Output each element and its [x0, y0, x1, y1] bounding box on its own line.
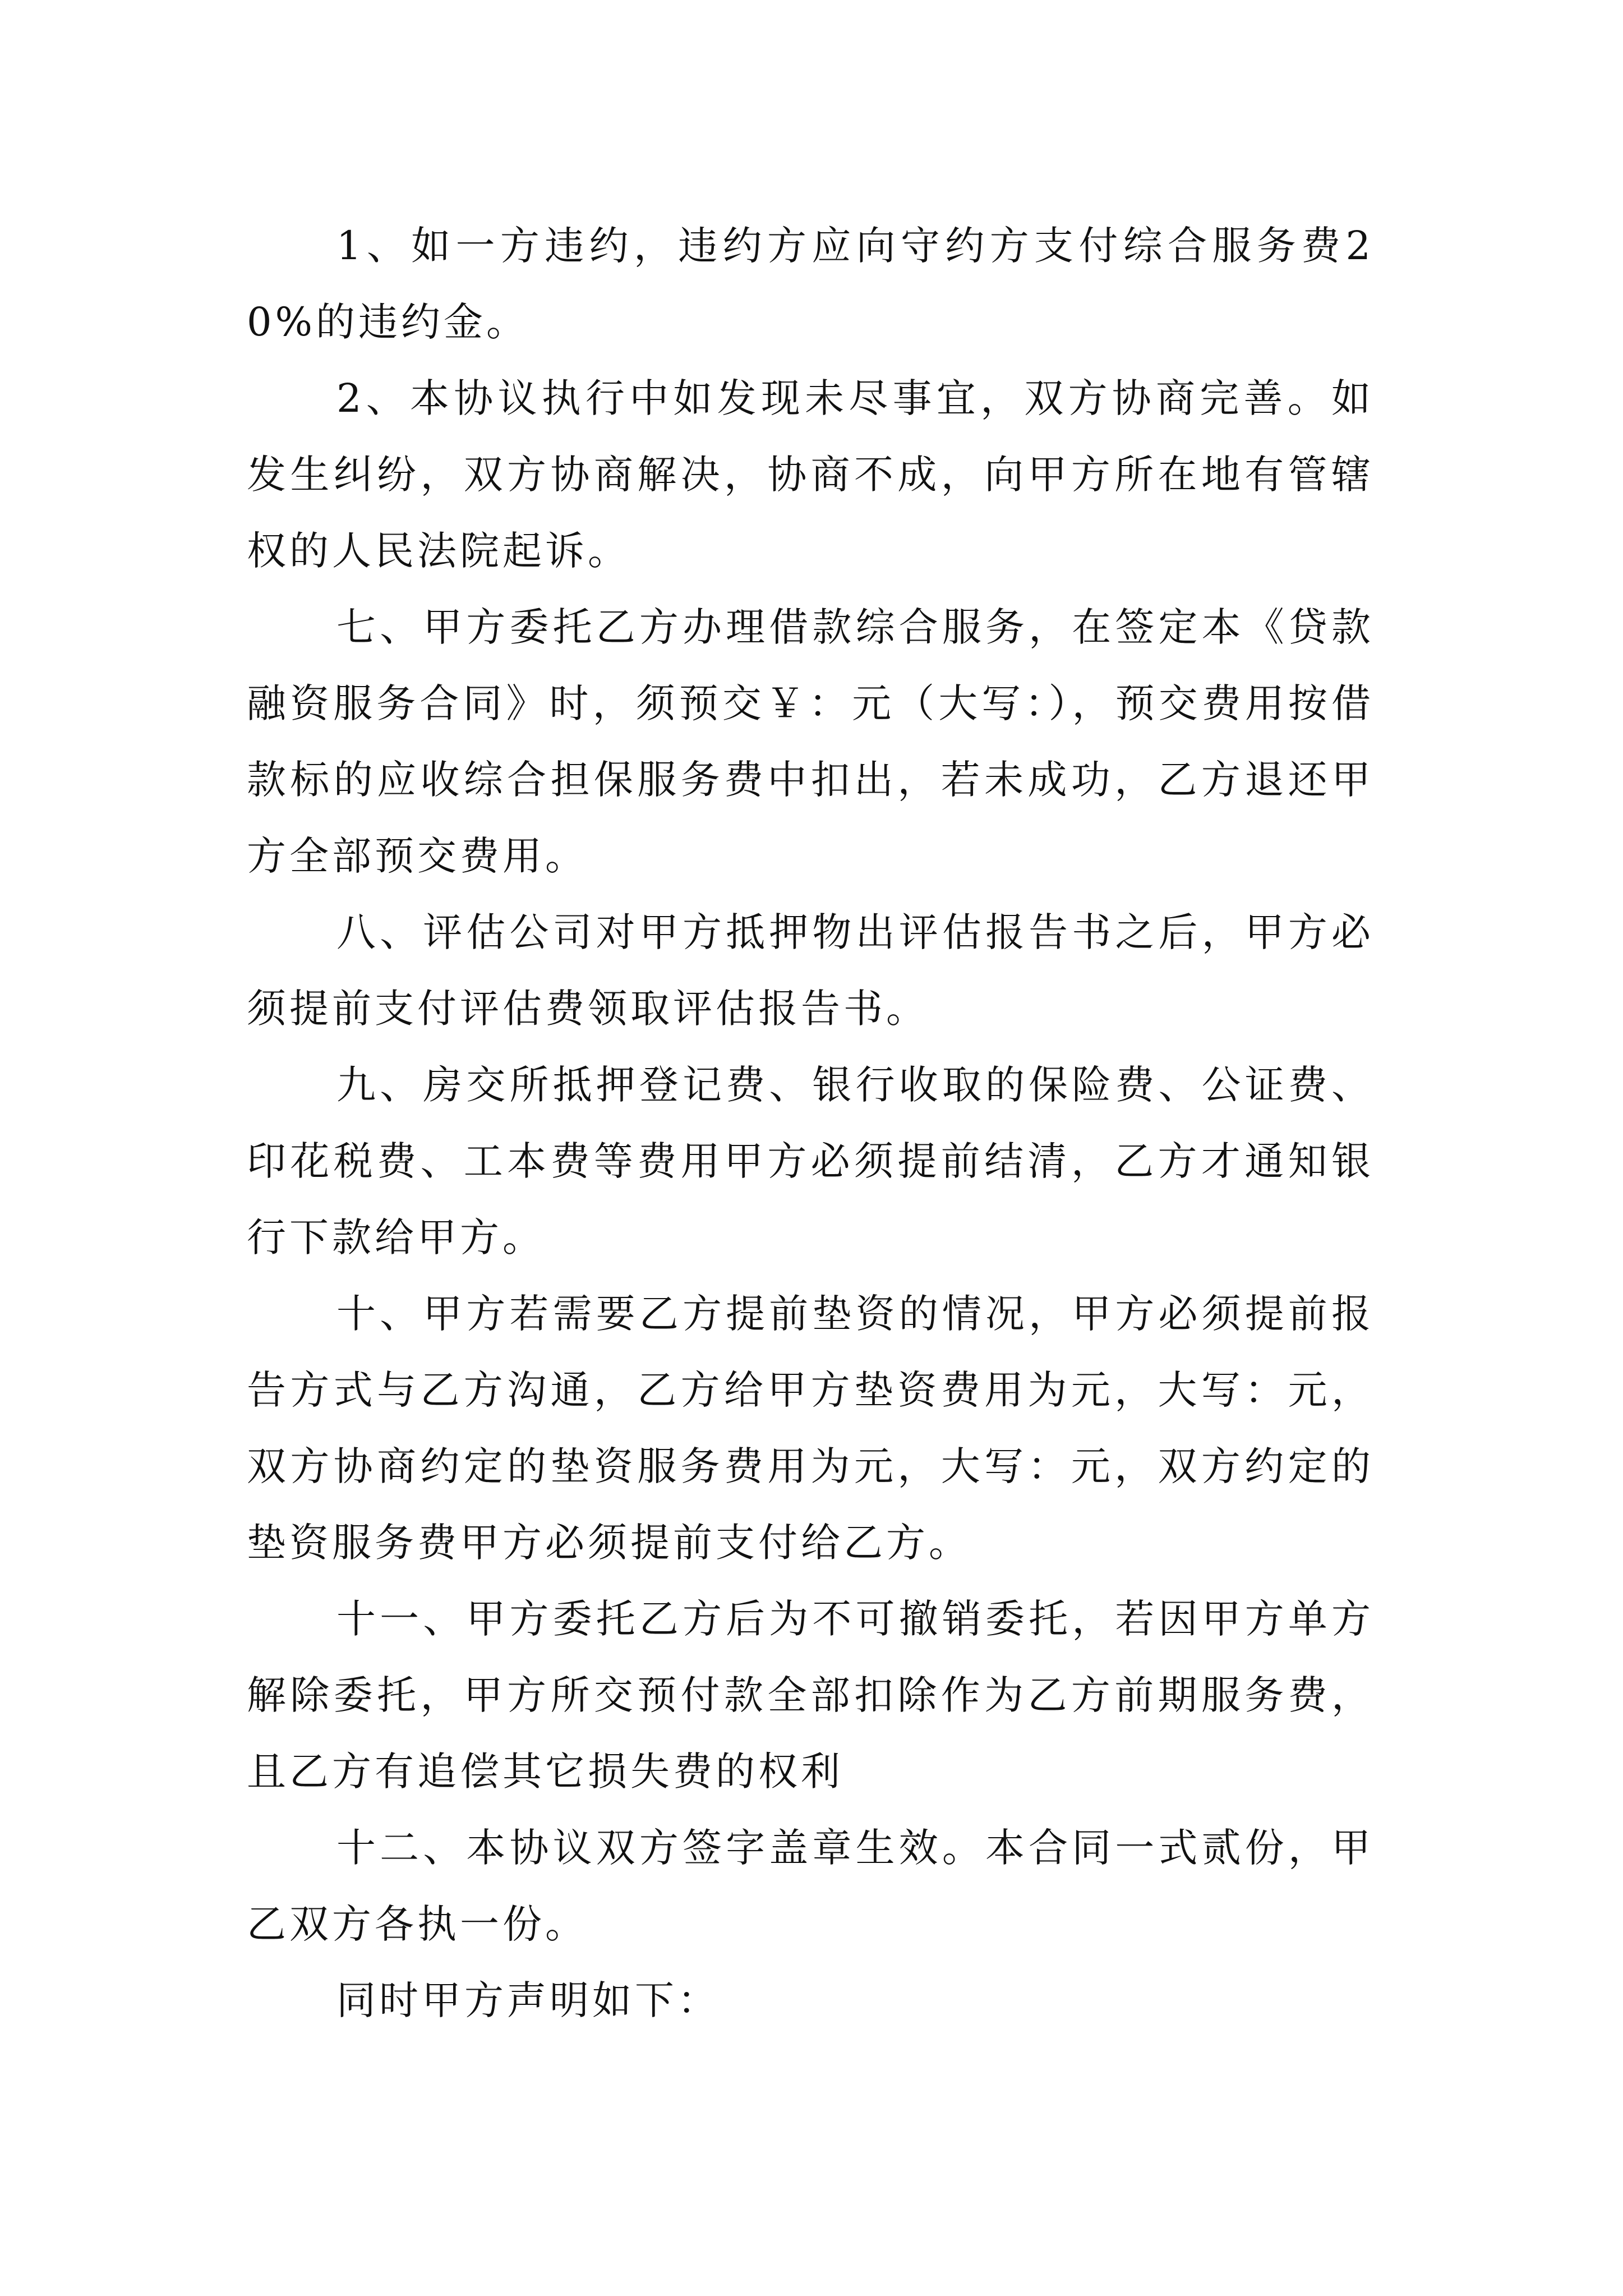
paragraph-clause-7: 七、甲方委托乙方办理借款综合服务，在签定本《贷款融资服务合同》时，须预交￥：元（大写：），预交费用按借款标的应收综合担保服务费中扣出，若未成功，乙方退还甲方全部预交费用。: [247, 604, 1374, 879]
paragraph-clause-10: 十、甲方若需要乙方提前垫资的情况，甲方必须提前报告方式与乙方沟通，乙方给甲方垫资费用为元，大写：元，双方协商约定的垫资服务费用为元，大写：元，双方约定的垫资服务费甲方必须提前支付给乙方。: [247, 1291, 1374, 1566]
paragraph-clause-12: 十二、本协议双方签字盖章生效。本合同一式贰份，甲乙双方各执一份。: [247, 1825, 1374, 1947]
paragraph-clause-8: 八、评估公司对甲方抵押物出评估报告书之后，甲方必须提前支付评估费领取评估报告书。: [247, 909, 1374, 1032]
paragraph-disputes: 2、本协议执行中如发现未尽事宜，双方协商完善。如发生纠纷，双方协商解决，协商不成，向甲方所在地有管辖权的人民法院起诉。: [247, 375, 1374, 574]
document-body: [247, 208, 1374, 2039]
paragraph-clause-11: 十一、甲方委托乙方后为不可撤销委托，若因甲方单方解除委托，甲方所交预付款全部扣除作为乙方前期服务费，且乙方有追偿其它损失费的权利: [247, 1596, 1374, 1795]
paragraph-penalty: 1、如一方违约，违约方应向守约方支付综合服务费20%的违约金。: [247, 223, 1374, 345]
paragraph-declaration: 同时甲方声明如下：: [336, 1977, 720, 2023]
paragraph-clause-9: 九、房交所抵押登记费、银行收取的保险费、公证费、印花税费、工本费等费用甲方必须提前结清，乙方才通知银行下款给甲方。: [247, 1062, 1374, 1260]
